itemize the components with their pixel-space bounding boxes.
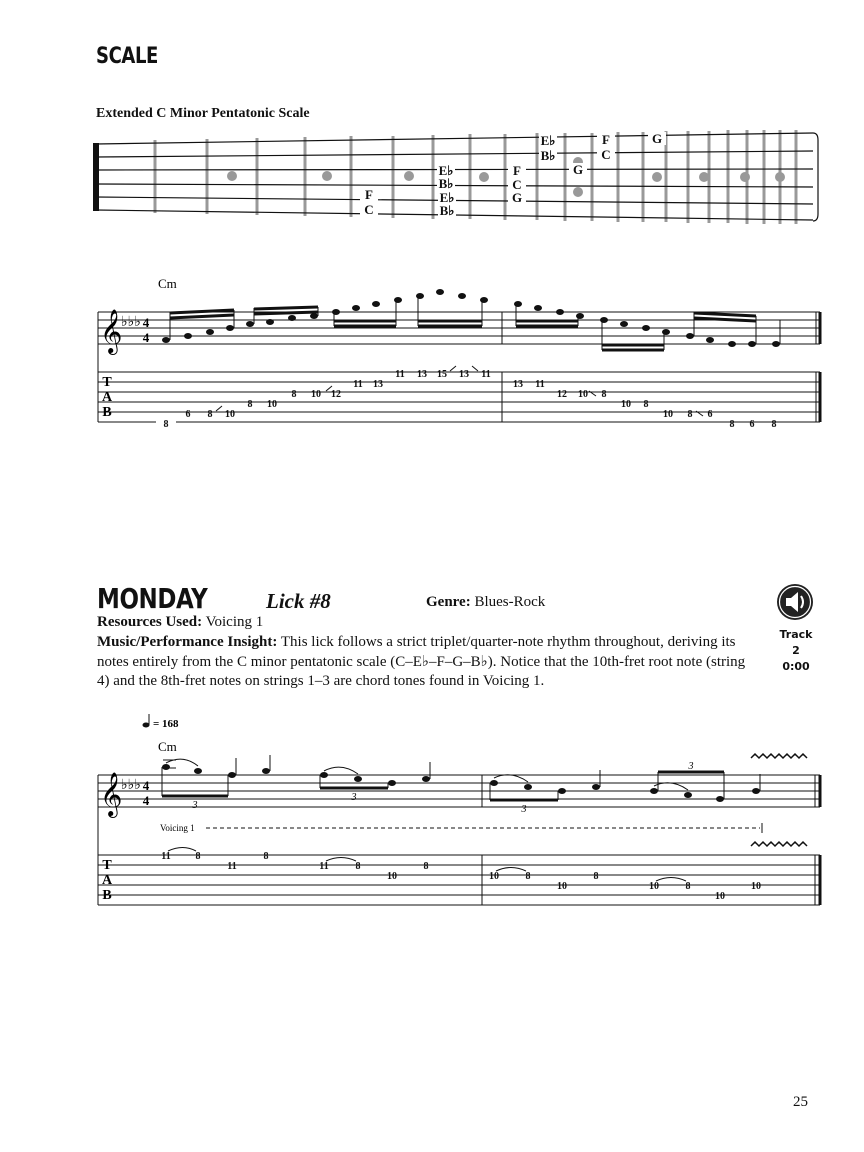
tab-number: 8 <box>163 419 169 430</box>
section-title-scale: SCALE <box>96 44 158 69</box>
tab-number: 12 <box>557 389 567 400</box>
tab-number: 6 <box>185 409 191 420</box>
tab-number: 10 <box>311 389 321 400</box>
tab-number: 15 <box>437 369 447 380</box>
triplet-mark: 3 <box>521 804 527 815</box>
tab-number: 10 <box>387 871 397 882</box>
fret-note: G <box>511 190 523 205</box>
fret-note: C <box>364 202 374 217</box>
tab-number: 6 <box>749 419 755 430</box>
lick-title: Lick #8 <box>266 589 331 613</box>
tab-number: 13 <box>513 379 523 390</box>
resources-label: Resources Used: <box>97 614 203 630</box>
time-sig-bottom: 4 <box>142 793 150 808</box>
tab-letter: B <box>102 405 112 420</box>
tempo-note-icon <box>143 723 150 728</box>
tab-letter: A <box>101 390 113 405</box>
tab-number: 10 <box>489 871 499 882</box>
audio-speaker-icon[interactable] <box>775 582 815 622</box>
triplet-mark: 3 <box>688 761 694 772</box>
triplet-mark: 3 <box>351 792 357 803</box>
time-sig-top: 4 <box>142 315 150 330</box>
fret-note: G <box>572 162 584 177</box>
tab-number: 8 <box>263 851 269 862</box>
voicing-label: Voicing 1 <box>160 823 195 833</box>
treble-clef: 𝄞 <box>100 774 123 816</box>
scale-subtitle: Extended C Minor Pentatonic Scale <box>96 106 310 121</box>
tab-number: 8 <box>423 861 429 872</box>
fret-note: E♭ <box>439 190 455 205</box>
tab-number: 8 <box>643 399 649 410</box>
tab-number: 8 <box>593 871 599 882</box>
tab-number: 11 <box>319 861 329 872</box>
tab-number: 10 <box>621 399 631 410</box>
insight-text: This lick follows a strict triplet/quarter-note rhythm throughout, deriving its notes entirely from the C minor pentatonic scale (C–E♭–F–G–B♭). Notice that the 10th-fret root note (string 4) and the 8th-fret notes on strings 1–3 are chord tones found in Voicing 1. <box>97 634 746 689</box>
fret-note: G <box>651 131 663 146</box>
tab-number: 10 <box>578 389 588 400</box>
triplet-mark: 3 <box>192 800 198 811</box>
tab-number: 8 <box>771 419 777 430</box>
tempo-marking: = 168 <box>153 718 179 730</box>
scale-noteheads <box>162 289 780 347</box>
tab-number: 8 <box>729 419 735 430</box>
tab-number: 11 <box>227 861 237 872</box>
fret-note: F <box>602 132 610 147</box>
tab-number: 10 <box>715 891 725 902</box>
tab-number: 8 <box>195 851 201 862</box>
day-heading: MONDAY <box>97 582 208 615</box>
scale-notation <box>0 260 864 440</box>
key-signature: ♭♭♭ <box>121 778 141 793</box>
tab-number: 13 <box>373 379 383 390</box>
tab-number: 8 <box>525 871 531 882</box>
fret-note: B♭ <box>438 176 454 191</box>
tab-number: 10 <box>649 881 659 892</box>
tab-number: 8 <box>207 409 213 420</box>
fret-note: E♭ <box>438 163 454 178</box>
tab-number: 6 <box>707 409 713 420</box>
treble-clef: 𝄞 <box>100 311 123 353</box>
fret-note: B♭ <box>439 203 455 218</box>
lick-notation <box>0 700 864 920</box>
tab-number: 8 <box>601 389 607 400</box>
fret-note: F <box>365 187 373 202</box>
tab-letter: B <box>102 888 112 903</box>
insight-label: Music/Performance Insight: <box>97 634 278 650</box>
resources-value: Voicing 1 <box>205 614 264 630</box>
fret-note: B♭ <box>540 148 556 163</box>
vibrato-icon <box>751 754 807 846</box>
genre-line <box>426 594 545 611</box>
tab-number: 11 <box>161 851 171 862</box>
tab-number: 12 <box>331 389 341 400</box>
insight-paragraph <box>97 633 747 692</box>
tab-letter: A <box>101 873 113 888</box>
tab-number: 8 <box>247 399 253 410</box>
fret-note: E♭ <box>540 133 556 148</box>
fret-note: C <box>512 177 522 192</box>
genre-label: Genre: <box>426 594 471 610</box>
tab-number: 10 <box>663 409 673 420</box>
tab-number: 8 <box>685 881 691 892</box>
tab-number: 8 <box>291 389 297 400</box>
fretboard-diagram <box>0 0 864 240</box>
chord-symbol: Cm <box>158 276 177 291</box>
tab-number: 10 <box>267 399 277 410</box>
track-info <box>774 627 818 675</box>
key-signature: ♭♭♭ <box>121 315 141 330</box>
tab-number: 11 <box>395 369 405 380</box>
tab-number: 8 <box>687 409 693 420</box>
tab-letter: T <box>102 375 112 390</box>
fret-note: C <box>601 147 611 162</box>
tab-number: 11 <box>481 369 491 380</box>
chord-symbol: Cm <box>158 739 177 754</box>
tab-number: 13 <box>459 369 469 380</box>
tab-number: 10 <box>557 881 567 892</box>
genre-value: Blues-Rock <box>474 594 546 610</box>
tab-number: 10 <box>225 409 235 420</box>
time-sig-bottom: 4 <box>142 330 150 345</box>
tab-number: 11 <box>535 379 545 390</box>
tab-letter: T <box>102 858 112 873</box>
time-sig-top: 4 <box>142 778 150 793</box>
track-number: Track 2 <box>779 628 813 657</box>
tab-number: 10 <box>751 881 761 892</box>
fret-note: F <box>513 163 521 178</box>
tab-number: 13 <box>417 369 427 380</box>
tab-number: 8 <box>355 861 361 872</box>
page-number: 25 <box>793 1094 808 1110</box>
tab-number: 11 <box>353 379 363 390</box>
resources-line <box>97 614 263 631</box>
track-time: 0:00 <box>782 660 810 673</box>
